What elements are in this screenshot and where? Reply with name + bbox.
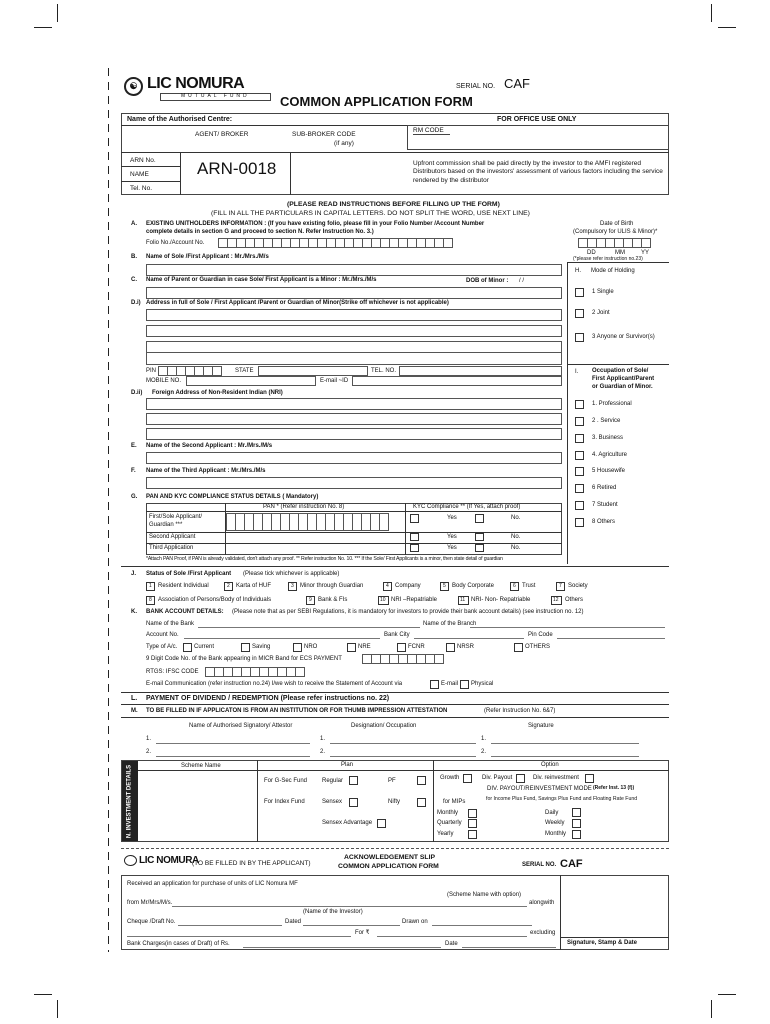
scheme-name-header: Scheme Name: [181, 763, 221, 769]
occupation-professional-label: 1. Professional: [592, 401, 632, 407]
holding-anyone-label: 3 Anyone or Survivor(s): [592, 334, 655, 340]
income-funds-note: for Income Plus Fund, Savings Plus Fund and Floating Rate Fund: [486, 796, 638, 802]
bank-details-note: (Please note that as per SEBI Regulations, it is mandatory for investors to provide their bank account details) (see instruction no. 12): [232, 609, 584, 615]
serial-label: SERIAL NO.: [456, 83, 496, 90]
address-label: Address in full of Sole / First Applicant /Parent or Guardian of Minor(Strike off whichever is not applicable): [146, 300, 449, 306]
section-l-letter: L.: [131, 695, 138, 702]
occupation-agriculture-label: 4. Agriculture: [592, 452, 628, 458]
physical-statement-label: Physical: [471, 681, 494, 687]
micr-field[interactable]: [362, 654, 443, 664]
kyc-header: KYC Compliance ** (If Yes, attach proof): [413, 504, 521, 510]
first-applicant-label: Name of Sole /First Applicant : Mr./Mrs./M/s: [146, 254, 269, 260]
pan-kyc-title: PAN AND KYC COMPLIANCE STATUS DETAILS ( Mandatory): [146, 494, 319, 500]
for-mips-label: for MIPs: [443, 799, 466, 805]
row-2-num: 2.: [481, 749, 487, 755]
signature-header: Signature: [528, 723, 554, 729]
bank-city-label: Bank City: [384, 632, 410, 638]
ack-dated-label: Dated: [285, 919, 302, 925]
mode-of-holding-label: Mode of Holding: [591, 268, 635, 274]
section-d1-letter: D.i): [131, 300, 141, 306]
folio-number-field[interactable]: [218, 238, 452, 248]
kyc-no-label: No.: [511, 545, 521, 551]
growth-checkbox[interactable]: [463, 774, 472, 783]
rtgs-label: RTGS: IFSC CODE: [146, 669, 199, 675]
row-1-num: 1.: [146, 736, 152, 742]
status-11-checkbox[interactable]: 11: [458, 596, 469, 605]
status-2-checkbox[interactable]: 2: [224, 582, 233, 591]
ack-drawn-label: Drawn on: [402, 919, 428, 925]
address-line4[interactable]: [146, 352, 562, 365]
kyc-first-yes-checkbox[interactable]: [410, 514, 419, 523]
status-7-label: Society: [568, 583, 588, 589]
form-title: COMMON APPLICATION FORM: [280, 94, 473, 109]
ack-alongwith: alongwith: [529, 900, 555, 906]
status-2-label: Karta of HUF: [236, 583, 272, 589]
subbroker-label: SUB-BROKER CODE: [292, 131, 356, 138]
ack-title1: ACKNOWLEDGEMENT SLIP: [344, 854, 436, 861]
section-b-letter: B.: [131, 254, 137, 260]
type-saving-label: Saving: [252, 644, 271, 650]
status-12-label: Others: [565, 597, 584, 603]
instructions-line2: (FILL IN ALL THE PARTICULARS IN CAPITAL LETTERS. DO NOT SPLIT THE WORD, USE NEXT LINE): [211, 210, 530, 217]
status-1-checkbox[interactable]: 1: [146, 582, 155, 591]
occupation-business-checkbox[interactable]: [575, 434, 584, 443]
weekly-checkbox[interactable]: [572, 819, 581, 828]
div-reinvest-checkbox[interactable]: [585, 774, 594, 783]
income-monthly-label: Monthly: [545, 831, 567, 837]
kyc-yes-label: Yes: [447, 515, 457, 521]
tel-field[interactable]: [399, 366, 562, 376]
branch-field[interactable]: [470, 627, 665, 628]
perforation-line: [108, 852, 109, 952]
occupation-service-checkbox[interactable]: [575, 417, 584, 426]
third-applicant-label: Name of the Third Applicant : Mr./Mrs./M/s: [146, 468, 266, 474]
nri-address-line3[interactable]: [146, 428, 562, 440]
signatory-2-field[interactable]: [156, 756, 310, 757]
office-use-label: FOR OFFICE USE ONLY: [497, 116, 577, 123]
kyc-yes-label: Yes: [447, 545, 457, 551]
logo-icon: ☯: [124, 77, 143, 96]
account-label: Account No.: [146, 632, 179, 638]
dob-mm: MM: [615, 250, 625, 256]
dob-dd: DD: [587, 250, 596, 256]
status-4-checkbox[interactable]: 4: [383, 582, 392, 591]
first-applicant-name-field[interactable]: [146, 264, 562, 276]
mips-quarterly-label: Quarterly: [437, 820, 462, 826]
section-g-letter: G.: [131, 494, 138, 500]
dob-yy: YY: [641, 250, 650, 256]
agent-label: AGENT/ BROKER: [195, 131, 249, 138]
kyc-third-yes-checkbox[interactable]: [410, 544, 419, 552]
state-label: STATE: [235, 368, 254, 374]
status-title-note: (Please tick whichever is applicable): [243, 571, 340, 577]
crop-mark: [34, 27, 52, 28]
ack-excluding: excluding: [530, 930, 556, 936]
email-label: E-mail ~ID: [320, 378, 349, 384]
occupation-others-label: 8 Others: [592, 519, 616, 525]
status-1-label: Resident Individual: [158, 583, 209, 589]
state-field[interactable]: [258, 366, 368, 376]
mips-monthly-label: Monthly: [437, 810, 459, 816]
status-9-label: Bank & FIs: [318, 597, 348, 603]
type-others-label: OTHERS: [525, 644, 551, 650]
dob-label: Date of Birth: [600, 221, 634, 227]
status-12-checkbox[interactable]: 12: [551, 596, 562, 605]
type-current-label: Current: [194, 644, 215, 650]
address-line2[interactable]: [146, 325, 562, 337]
pan-row-third: Third Application: [149, 545, 194, 551]
sensex-label: Sensex: [322, 799, 343, 805]
pf-checkbox[interactable]: [417, 776, 426, 785]
occupation-housewife-checkbox[interactable]: [575, 467, 584, 476]
plan-header: Plan: [341, 762, 354, 768]
status-8-label: Association of Persons/Body of Individuals: [158, 597, 272, 603]
ack-investor-caption: (Name of the Investor): [303, 909, 363, 915]
crop-mark: [34, 994, 52, 995]
instructions-line1: (PLEASE READ INSTRUCTIONS BEFORE FILLING UP THE FORM): [287, 201, 500, 208]
daily-label: Daily: [545, 810, 559, 816]
ack-dated-field[interactable]: [303, 925, 400, 926]
weekly-label: Weekly: [545, 820, 565, 826]
dob-field[interactable]: [578, 238, 650, 248]
institution-attestation-label: TO BE FILLED IN IF APPLICATON IS FROM AN INSTITUTION OR FOR THUMB IMPRESSION ATTESTATION: [146, 708, 448, 714]
kyc-third-no-checkbox[interactable]: [475, 544, 484, 552]
div-mode-label: DIV. PAYOUT/REINVESTMENT MODE: [487, 786, 592, 792]
signature-2-field[interactable]: [491, 756, 639, 757]
ack-for-rs-label: For ₹: [355, 930, 370, 936]
occupation-agriculture-checkbox[interactable]: [575, 451, 584, 460]
div-payout-label: Div. Payout: [482, 775, 513, 781]
ack-date-field[interactable]: [462, 947, 556, 948]
occupation-service-label: 2 . Service: [592, 418, 621, 424]
ifsc-field[interactable]: [205, 667, 304, 677]
row-1-num: 1.: [481, 736, 487, 742]
pan-row-guardian: Guardian ***: [149, 522, 183, 528]
section-m-letter: M.: [131, 708, 138, 714]
ack-rs-field[interactable]: [377, 936, 527, 937]
designation-header: Designation/ Occupation: [351, 723, 417, 729]
holding-joint-checkbox[interactable]: [575, 309, 584, 318]
physical-statement-checkbox[interactable]: [460, 680, 469, 689]
status-3-label: Minor through Guardian: [300, 583, 364, 589]
ack-logo-text: LIC NOMURA: [139, 855, 199, 866]
investment-details-side-text: N. INVESTMENT DETAILS: [126, 764, 133, 839]
ack-filled-note: (TO BE FILLED IN BY THE APPLICANT): [192, 860, 311, 867]
occupation-housewife-label: 5 Housewife: [592, 468, 626, 474]
option-header: Option: [541, 762, 559, 768]
pan-row-second: Second Applicant: [149, 534, 196, 540]
guardian-label: Name of Parent or Guardian in case Sole/ First Applicant is a Minor : Mr./Mrs./M/s: [146, 277, 377, 283]
second-applicant-label: Name of the Second Applicant : Mr./Mrs./M/s: [146, 443, 273, 449]
ack-received-text: Received an application for purchase of units of LIC Nomura MF: [127, 881, 298, 887]
ack-investor-field[interactable]: [172, 906, 527, 907]
type-nrsr-checkbox[interactable]: [446, 643, 455, 652]
crop-mark: [57, 1000, 58, 1018]
index-fund-label: For Index Fund: [264, 799, 305, 805]
mobile-label: MOBILE NO.: [146, 378, 182, 384]
bank-city-field[interactable]: [414, 638, 524, 639]
signature-1-field[interactable]: [491, 743, 639, 744]
kyc-second-yes-checkbox[interactable]: [410, 533, 419, 541]
ack-amount-field[interactable]: [127, 936, 351, 937]
ack-serial-label: SERIAL NO.: [522, 862, 557, 868]
ack-drawn-field[interactable]: [432, 925, 532, 926]
type-nre-label: NRE: [358, 644, 371, 650]
pincode-label: Pin Code: [528, 632, 553, 638]
bank-name-field[interactable]: [198, 627, 420, 628]
nifty-checkbox[interactable]: [417, 798, 426, 807]
pan-kyc-note: *Attach PAN Proof, if PAN is already validated, don't attach any proof. ** Refer instruction No. 10. *** If the Sole/ First Applicants is a minor, then state detail of guardian: [146, 556, 503, 562]
designation-2-field[interactable]: [330, 756, 476, 757]
ack-cheque-field[interactable]: [178, 925, 282, 926]
status-4-label: Company: [395, 583, 421, 589]
sensex-advantage-label: Sensex Advantage: [322, 820, 373, 826]
status-title: Status of Sole /First Applicant: [146, 571, 232, 577]
ack-date-label: Date: [445, 941, 458, 947]
nri-address-label: Foreign Address of Non-Resident Indian (NRI): [152, 390, 283, 396]
name-label: NAME: [130, 171, 149, 178]
holding-joint-label: 2 Joint: [592, 310, 610, 316]
section-k-letter: K.: [131, 609, 137, 615]
sensex-advantage-checkbox[interactable]: [377, 819, 386, 828]
status-10-label: NRI –Repatriable: [391, 597, 438, 603]
pan-first-field[interactable]: [226, 513, 388, 531]
holding-single-label: 1 Single: [592, 289, 614, 295]
ack-title2: COMMON APPLICATION FORM: [338, 863, 439, 870]
type-nrsr-label: NRSR: [457, 644, 475, 650]
status-10-checkbox[interactable]: 10: [378, 596, 389, 605]
growth-label: Growth: [440, 775, 460, 781]
div-mode-ref: (Refer Inst. 13 (f)): [593, 785, 635, 791]
type-nro-label: NRO: [304, 644, 318, 650]
kyc-no-label: No.: [511, 515, 521, 521]
pf-label: PF: [388, 778, 396, 784]
ack-charges-field[interactable]: [243, 947, 441, 948]
authorised-centre-label: Name of the Authorised Centre:: [127, 116, 233, 123]
upfront-commission-note: Upfront commission shall be paid directly by the investor to the AMFI registered Distributors based on the investors' assessment of various factors including the service rendered by the distributor: [413, 160, 663, 184]
div-payout-checkbox[interactable]: [516, 774, 525, 783]
occupation-title1: Occupation of Sole/: [592, 368, 649, 374]
ack-scheme-option: (Scheme Name with option): [447, 892, 522, 898]
occupation-title2: First Applicant/Parent: [592, 376, 655, 382]
income-monthly-checkbox[interactable]: [572, 830, 581, 839]
perforation-line: [108, 68, 109, 848]
designation-1-field[interactable]: [330, 743, 476, 744]
cut-line: [121, 848, 669, 849]
occupation-professional-checkbox[interactable]: [575, 400, 584, 409]
status-6-label: Trust: [522, 583, 536, 589]
logo-subtext: MUTUAL FUND: [160, 93, 271, 101]
institution-ref: (Refer Instruction No. 6&7): [484, 708, 556, 714]
occupation-business-label: 3. Business: [592, 435, 624, 441]
section-c-letter: C.: [131, 277, 137, 283]
type-saving-checkbox[interactable]: [241, 643, 250, 652]
section-h-letter: H.: [575, 268, 581, 274]
email-field[interactable]: [352, 376, 562, 386]
status-5-checkbox[interactable]: 5: [440, 582, 449, 591]
sensex-checkbox[interactable]: [349, 798, 358, 807]
guardian-name-field[interactable]: [146, 287, 562, 299]
type-current-checkbox[interactable]: [183, 643, 192, 652]
nifty-label: Nifty: [388, 799, 400, 805]
holding-single-checkbox[interactable]: [575, 288, 584, 297]
rm-code-label: RM CODE: [413, 127, 450, 135]
regular-checkbox[interactable]: [349, 776, 358, 785]
daily-checkbox[interactable]: [572, 808, 581, 817]
dob-note: (Compulsory for ULIS & Minor)*: [573, 229, 658, 235]
account-field[interactable]: [184, 638, 380, 639]
account-type-label: Type of A/c.: [146, 644, 178, 650]
type-others-checkbox[interactable]: [514, 643, 523, 652]
ack-signature-label: Signature, Stamp & Date: [567, 940, 638, 946]
branch-label: Name of the Branch: [423, 621, 477, 627]
type-fcnr-label: FCNR: [408, 644, 425, 650]
existing-unitholders-text2: complete details in section G and proceed to section N. Refer Instruction No. 3.): [146, 229, 374, 235]
occupation-title3: or Guardian of Minor.: [592, 384, 653, 390]
section-e-letter: E.: [131, 443, 137, 449]
micr-label: 9 Digit Code No. of the Bank appearing in MICR Band for ECS PAYMENT: [146, 656, 342, 662]
email-statement-label: E-mail: [441, 681, 459, 687]
nri-address-line1[interactable]: [146, 398, 562, 410]
mips-yearly-label: Yearly: [437, 831, 454, 837]
logo-text: LIC NOMURA: [147, 75, 245, 92]
status-5-label: Body Corporate: [452, 583, 495, 589]
signatory-1-field[interactable]: [156, 743, 310, 744]
kyc-second-no-checkbox[interactable]: [475, 533, 484, 541]
status-6-checkbox[interactable]: 6: [510, 582, 519, 591]
section-i-letter: I.: [575, 369, 579, 375]
holding-anyone-checkbox[interactable]: [575, 333, 584, 342]
status-11-label: NRI- Non- Repatriable: [471, 597, 531, 603]
div-reinvest-label: Div. reinvestment: [533, 775, 579, 781]
tel-label: TEL. NO.: [371, 368, 397, 374]
row-1-num: 1.: [320, 736, 326, 742]
kyc-yes-label: Yes: [447, 534, 457, 540]
crop-mark: [711, 4, 712, 22]
dob-ref: (*please refer instruction no.23): [573, 256, 643, 262]
kyc-first-no-checkbox[interactable]: [475, 514, 484, 523]
nri-address-line2[interactable]: [146, 413, 562, 425]
status-9-checkbox[interactable]: 9: [306, 596, 315, 605]
section-f-letter: F.: [131, 468, 136, 474]
signatory-header: Name of Authorised Signatory/ Attestor: [189, 723, 293, 729]
minor-dob-label: DOB of Minor :: [466, 278, 509, 284]
type-fcnr-checkbox[interactable]: [397, 643, 406, 652]
bank-details-title: BANK ACCOUNT DETAILS:: [146, 609, 224, 615]
bank-name-label: Name of the Bank: [146, 621, 195, 627]
address-line1[interactable]: [146, 309, 562, 321]
pincode-field[interactable]: [557, 638, 665, 639]
pan-row-first: First/Sole Applicant/: [149, 514, 203, 520]
if-any-label: (if any): [334, 140, 354, 147]
pin-label: PIN: [146, 368, 157, 374]
ack-logo-icon: [124, 855, 137, 866]
pan-header: PAN * (Refer instruction No. 8): [263, 504, 345, 510]
second-applicant-field[interactable]: [146, 452, 562, 464]
row-2-num: 2.: [146, 749, 152, 755]
email-statement-checkbox[interactable]: [430, 680, 439, 689]
section-j-letter: J.: [131, 571, 137, 577]
ack-serial-value: CAF: [560, 858, 583, 870]
third-applicant-field[interactable]: [146, 477, 562, 489]
regular-label: Regular: [322, 778, 344, 784]
kyc-no-label: No.: [511, 534, 521, 540]
crop-mark: [57, 4, 58, 22]
pin-field[interactable]: [158, 366, 221, 376]
dividend-payment-label: PAYMENT OF DIVIDEND / REDEMPTION (Please refer instructions no. 22): [146, 695, 390, 702]
crop-mark: [711, 1000, 712, 1018]
type-nre-checkbox[interactable]: [347, 643, 356, 652]
folio-label: Folio No./Account No.: [146, 240, 205, 246]
occupation-student-checkbox[interactable]: [575, 501, 584, 510]
arn-label: ARN No.: [130, 157, 156, 164]
tel-label: Tel. No.: [130, 185, 153, 192]
crop-mark: [718, 994, 736, 995]
crop-mark: [718, 27, 736, 28]
ack-charges-label: Bank Charges(in cases of Draft) of Rs.: [127, 941, 230, 947]
mips-yearly-checkbox[interactable]: [468, 830, 477, 839]
ack-cheque-label: Cheque /Draft No.: [127, 919, 176, 925]
occupation-others-checkbox[interactable]: [575, 518, 584, 527]
status-7-checkbox[interactable]: 7: [556, 582, 565, 591]
status-3-checkbox[interactable]: 3: [288, 582, 297, 591]
status-8-checkbox[interactable]: 8: [146, 596, 155, 605]
minor-dob-value[interactable]: / /: [519, 278, 525, 284]
row-2-num: 2.: [320, 749, 326, 755]
arn-value[interactable]: ARN-0018: [197, 159, 277, 178]
serial-value: CAF: [504, 76, 530, 91]
ack-from-label: from Mr/Mrs/M/s.: [127, 900, 173, 906]
mips-quarterly-checkbox[interactable]: [468, 819, 477, 828]
mips-monthly-checkbox[interactable]: [468, 809, 477, 818]
occupation-student-label: 7 Student: [592, 502, 618, 508]
existing-unitholders-text: EXISTING UNITHOLDERS INFORMATION : (If you have existing folio, please fill in your Folio Number /Account Number: [146, 221, 485, 227]
type-nro-checkbox[interactable]: [293, 643, 302, 652]
ecomm-label: E-mail Communication (refer instruction no.24) I/we wish to receive the Statement of Account via: [146, 681, 403, 687]
section-a-letter: A.: [131, 221, 137, 227]
occupation-retired-label: 6 Retired: [592, 485, 617, 491]
occupation-retired-checkbox[interactable]: [575, 484, 584, 493]
gsec-label: For G-Sec Fund: [264, 778, 308, 784]
mobile-field[interactable]: [186, 376, 316, 386]
section-d2-letter: D.ii): [131, 390, 143, 396]
